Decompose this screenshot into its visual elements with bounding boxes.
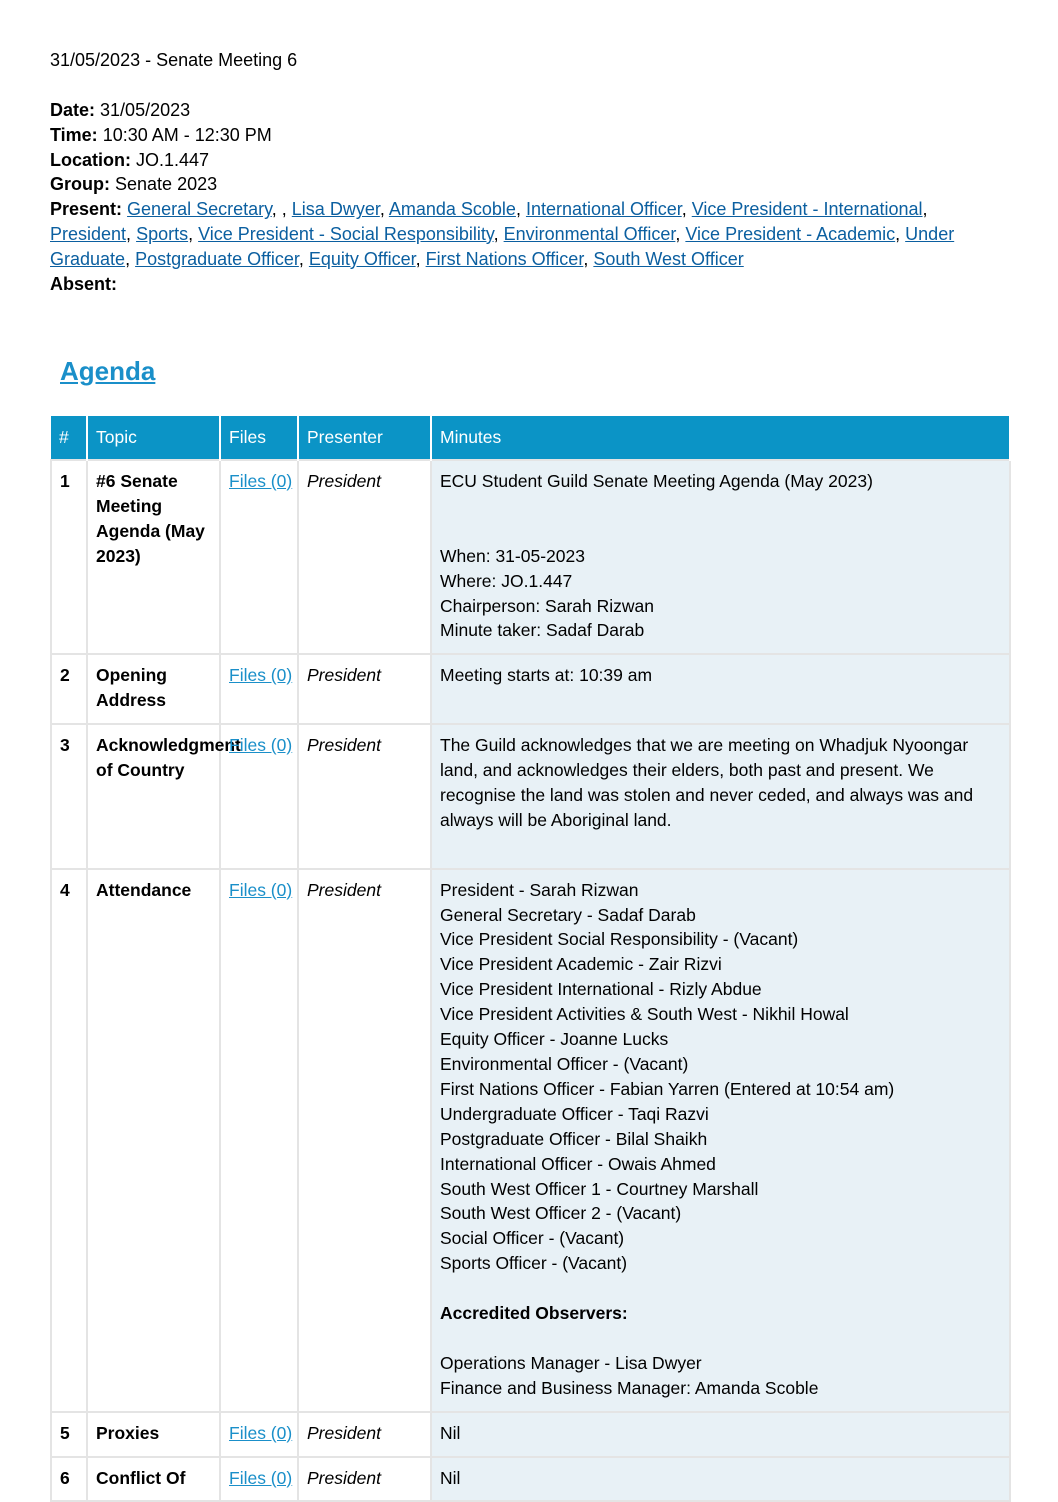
minutes-line: International Officer - Owais Ahmed bbox=[440, 1153, 716, 1174]
column-header-files: Files bbox=[220, 415, 298, 461]
agenda-item-minutes bbox=[431, 654, 1010, 724]
date-label: Date: bbox=[50, 100, 96, 120]
minutes-line: Chairperson: Sarah Rizwan bbox=[440, 595, 654, 616]
absent-label: Absent: bbox=[50, 273, 117, 294]
minutes-line: First Nations Officer - Fabian Yarren (Entered at 10:54 am) bbox=[440, 1078, 895, 1099]
files-link[interactable]: Files (0) bbox=[229, 1467, 293, 1488]
agenda-table bbox=[50, 413, 1011, 1502]
minutes-line: Vice President International - Rizly Abdue bbox=[440, 979, 762, 1000]
agenda-item-topic: Proxies bbox=[87, 1412, 220, 1457]
agenda-item-presenter: President bbox=[298, 460, 431, 654]
present-label: Present: bbox=[50, 199, 123, 220]
files-link[interactable]: Files (0) bbox=[229, 879, 293, 900]
location-value: JO.1.447 bbox=[136, 149, 210, 170]
minutes-line: South West Officer 2 - (Vacant) bbox=[440, 1203, 682, 1224]
agenda-item-topic: Acknowledgment of Country bbox=[87, 724, 220, 869]
agenda-item-topic: Attendance bbox=[87, 869, 220, 1412]
minutes-blank-line bbox=[440, 1276, 1001, 1301]
present-link-under-graduate[interactable]: Under Graduate bbox=[50, 223, 955, 269]
minutes-blank-line bbox=[440, 1326, 1001, 1351]
absent-row bbox=[50, 272, 1010, 297]
minutes-line: Nil bbox=[440, 1422, 461, 1443]
group-value: Senate 2023 bbox=[115, 174, 218, 195]
agenda-row bbox=[51, 460, 1010, 654]
minutes-line: Postgraduate Officer - Bilal Shaikh bbox=[440, 1128, 708, 1149]
agenda-item-presenter: President bbox=[298, 654, 431, 724]
group-row bbox=[50, 172, 1010, 197]
agenda-row bbox=[51, 1412, 1010, 1457]
present-link-first-nations-officer[interactable]: First Nations Officer bbox=[425, 248, 584, 269]
minutes-line: Vice President Social Responsibility - (Vacant) bbox=[440, 929, 799, 950]
minutes-line: Minute taker: Sadaf Darab bbox=[440, 620, 645, 641]
minutes-line: Finance and Business Manager: Amanda Scoble bbox=[440, 1377, 819, 1398]
minutes-line: Operations Manager - Lisa Dwyer bbox=[440, 1352, 702, 1373]
minutes-line: South West Officer 1 - Courtney Marshall bbox=[440, 1178, 759, 1199]
agenda-item-number: 2 bbox=[51, 654, 87, 724]
agenda-heading-link[interactable]: Agenda bbox=[60, 356, 156, 386]
minutes-line: General Secretary - Sadaf Darab bbox=[440, 904, 696, 925]
time-row bbox=[50, 123, 1010, 148]
agenda-item-files-cell bbox=[220, 460, 298, 654]
present-link-general-secretary[interactable]: General Secretary bbox=[127, 199, 272, 220]
present-link-south-west-officer[interactable]: South West Officer bbox=[593, 248, 744, 269]
minutes-line: Where: JO.1.447 bbox=[440, 570, 573, 591]
minutes-blank-line bbox=[440, 519, 1001, 544]
present-link-sports[interactable]: Sports bbox=[136, 223, 189, 244]
agenda-item-minutes bbox=[431, 1412, 1010, 1457]
location-label: Location: bbox=[50, 149, 131, 170]
agenda-item-presenter: President bbox=[298, 1412, 431, 1457]
minutes-blank-line bbox=[440, 833, 1001, 858]
column-header-minutes: Minutes bbox=[431, 415, 1010, 461]
agenda-item-minutes bbox=[431, 724, 1010, 869]
agenda-row bbox=[51, 869, 1010, 1412]
files-link[interactable]: Files (0) bbox=[229, 1422, 293, 1443]
date-value: 31/05/2023 bbox=[100, 100, 191, 120]
minutes-line: Vice President Activities & South West - Nikhil Howal bbox=[440, 1004, 849, 1025]
group-label: Group: bbox=[50, 174, 110, 195]
agenda-header-row bbox=[51, 415, 1010, 461]
minutes-line: Equity Officer - Joanne Lucks bbox=[440, 1029, 669, 1050]
agenda-item-presenter: President bbox=[298, 1457, 431, 1502]
minutes-line: President - Sarah Rizwan bbox=[440, 879, 639, 900]
minutes-line: Meeting starts at: 10:39 am bbox=[440, 665, 653, 686]
present-link-international-officer[interactable]: International Officer bbox=[525, 199, 682, 220]
minutes-line: ECU Student Guild Senate Meeting Agenda (May 2023) bbox=[440, 471, 873, 491]
column-header-presenter: Presenter bbox=[298, 415, 431, 461]
present-link-vp-academic[interactable]: Vice President - Academic bbox=[685, 223, 896, 244]
present-link-amanda-scoble[interactable]: Amanda Scoble bbox=[388, 199, 516, 220]
present-row: Present: General Secretary, , Lisa Dwyer, Amanda Scoble, International Officer, Vice President - International, President, Sports, Vice President - Social Responsibility, Environmental Officer, Vice President - Academic, Under Graduate, Postgraduate Officer, Equity Officer, First Nations Officer, South West Officer bbox=[50, 199, 955, 269]
column-header-number: # bbox=[51, 415, 87, 461]
minutes-line: When: 31-05-2023 bbox=[440, 545, 585, 566]
minutes-line: Environmental Officer - (Vacant) bbox=[440, 1053, 689, 1074]
column-header-topic: Topic bbox=[87, 415, 220, 461]
time-label: Time: bbox=[50, 124, 98, 145]
files-link[interactable]: Files (0) bbox=[229, 735, 293, 756]
agenda-row bbox=[51, 654, 1010, 724]
present-link-environmental-officer[interactable]: Environmental Officer bbox=[503, 223, 676, 244]
agenda-item-number: 4 bbox=[51, 869, 87, 1412]
agenda-item-topic: Conflict Of bbox=[87, 1457, 220, 1502]
location-row bbox=[50, 148, 1010, 173]
agenda-row bbox=[51, 724, 1010, 869]
agenda-item-minutes bbox=[431, 1457, 1010, 1502]
present-link-vp-social-responsibility[interactable]: Vice President - Social Responsibility bbox=[198, 223, 494, 244]
present-link-lisa-dwyer[interactable]: Lisa Dwyer bbox=[291, 199, 380, 220]
agenda-item-files-cell bbox=[220, 654, 298, 724]
document-title: 31/05/2023 - Senate Meeting 6 bbox=[50, 50, 298, 70]
agenda-item-number: 5 bbox=[51, 1412, 87, 1457]
minutes-line: Nil bbox=[440, 1467, 461, 1488]
agenda-item-presenter: President bbox=[298, 869, 431, 1412]
minutes-blank-line bbox=[440, 494, 1001, 519]
present-link-president[interactable]: President bbox=[50, 223, 127, 244]
minutes-line: Social Officer - (Vacant) bbox=[440, 1228, 625, 1249]
present-link-equity-officer[interactable]: Equity Officer bbox=[308, 248, 416, 269]
minutes-line: Vice President Academic - Zair Rizvi bbox=[440, 954, 722, 975]
agenda-item-topic: Opening Address bbox=[87, 654, 220, 724]
agenda-row bbox=[51, 1457, 1010, 1502]
files-link[interactable]: Files (0) bbox=[229, 471, 293, 491]
present-link-vp-international[interactable]: Vice President - International bbox=[691, 199, 923, 220]
agenda-item-minutes bbox=[431, 460, 1010, 654]
files-link[interactable]: Files (0) bbox=[229, 665, 293, 686]
agenda-item-minutes bbox=[431, 869, 1010, 1412]
agenda-item-number: 1 bbox=[51, 460, 87, 654]
minutes-line: Sports Officer - (Vacant) bbox=[440, 1253, 628, 1274]
minutes-line: Undergraduate Officer - Taqi Razvi bbox=[440, 1103, 709, 1124]
agenda-item-presenter: President bbox=[298, 724, 431, 869]
agenda-item-topic: #6 Senate Meeting Agenda (May 2023) bbox=[87, 460, 220, 654]
agenda-item-number: 3 bbox=[51, 724, 87, 869]
agenda-item-number: 6 bbox=[51, 1457, 87, 1502]
agenda-item-files-cell bbox=[220, 1412, 298, 1457]
time-value: 10:30 AM - 12:30 PM bbox=[102, 124, 272, 145]
minutes-blank-line bbox=[440, 688, 1001, 713]
minutes-line: Accredited Observers: bbox=[440, 1303, 628, 1324]
date-row bbox=[50, 98, 1010, 123]
agenda-item-files-cell bbox=[220, 1457, 298, 1502]
present-link-postgraduate-officer[interactable]: Postgraduate Officer bbox=[135, 248, 299, 269]
agenda-item-files-cell bbox=[220, 724, 298, 869]
minutes-line: The Guild acknowledges that we are meeting on Whadjuk Nyoongar land, and acknowledges their elders, both past and present. We recognise the land was stolen and never ceded, and always was and always will be Aboriginal land. bbox=[440, 735, 974, 830]
agenda-item-files-cell bbox=[220, 869, 298, 1412]
meeting-details bbox=[50, 98, 1010, 296]
